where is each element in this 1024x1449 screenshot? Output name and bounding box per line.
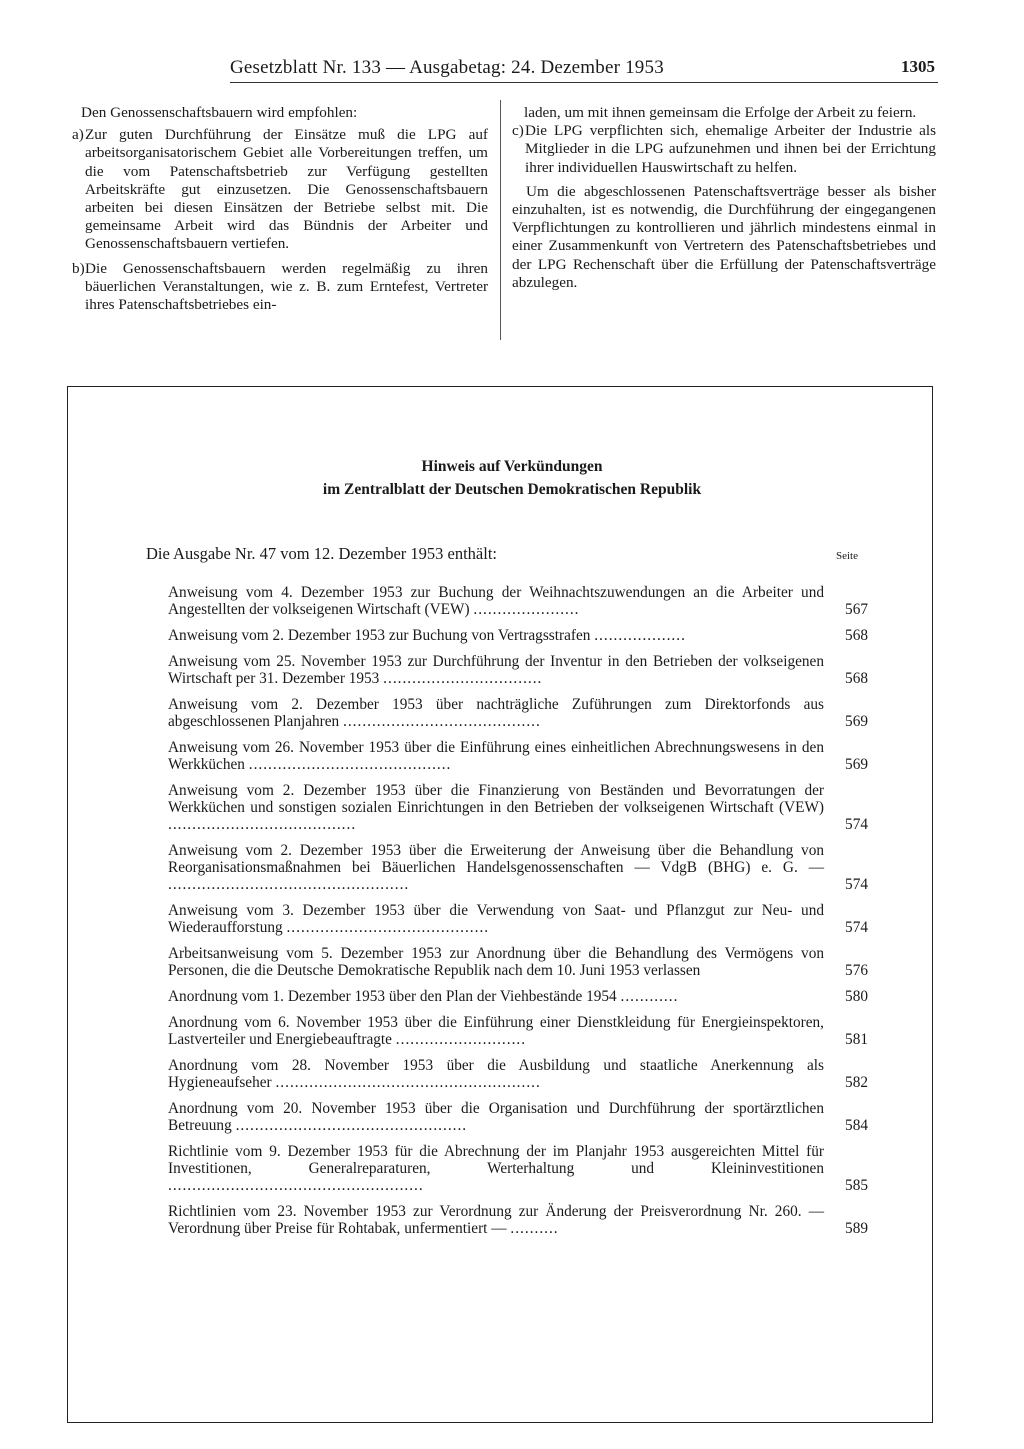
- leader-dots: ................................................: [235, 1117, 468, 1134]
- entry-text: Anweisung vom 25. November 1953 zur Durchführung der Inventur in den Betrieben der volkseigenen Wirtschaft per 31. Dezember 1953: [168, 653, 824, 687]
- entry-text: Anweisung vom 2. Dezember 1953 zur Buchung von Vertragsstrafen: [168, 627, 591, 644]
- entry-text: Anweisung vom 2. Dezember 1953 über nachträgliche Zuführungen zum Direktorfonds aus abgeschlossenen Planjahren: [168, 696, 824, 730]
- continuation-text: laden, um mit ihnen gemeinsam die Erfolge der Arbeit zu feiern.: [524, 104, 917, 121]
- left-column: [72, 104, 488, 320]
- list-item: [168, 1100, 868, 1134]
- entry-page: 589: [845, 1220, 868, 1237]
- entry-text: Richtlinie vom 9. Dezember 1953 für die Abrechnung der im Planjahr 1953 ausgereichten Mittel für Investitionen, Generalreparaturen, Werterhaltung und Kleininvestitionen: [168, 1143, 824, 1177]
- entry-text: Anordnung vom 20. November 1953 über die Organisation und Durchführung der sportärztlichen Betreuung: [168, 1100, 824, 1134]
- entry-page: 574: [845, 816, 868, 833]
- entry-page: 585: [845, 1177, 868, 1194]
- list-text: Zur guten Durchführung der Einsätze muß die LPG auf arbeitsorganisatorischem Gebiet alle Vorbereitungen treffen, um die vom Patenschaftsbetrieb zur Verfügung gestellten Arbeitskräfte gut einzusetzen. Die Genossenschaftsbauern arbeiten bei diesen Einsätzen der Betriebe selbst mit. Die gemeinsame Arbeit wird das Bündnis der Arbeiter und Genossenschaftsbauern vertiefen.: [85, 126, 488, 253]
- entry-text: Anweisung vom 26. November 1953 über die Einführung eines einheitlichen Abrechnungswesens in den Werkküchen: [168, 739, 824, 773]
- list-item-a: [72, 126, 488, 253]
- page-header: [230, 57, 950, 81]
- entry-text: Anordnung vom 6. November 1953 über die Einführung einer Dienstkleidung für Energieinspektoren, Lastverteiler und Energiebeauftragte: [168, 1014, 824, 1048]
- entry-page: 569: [845, 756, 868, 773]
- notice-title-line1: Hinweis auf Verkündungen: [421, 458, 603, 475]
- entry-text: Anweisung vom 2. Dezember 1953 über die Finanzierung von Beständen und Bevorratungen der Werkküchen und sonstigen sozialen Einrichtungen in den Betrieben der volkseigenen Wirtschaft (VEW): [168, 782, 824, 816]
- list-label: a): [72, 126, 84, 144]
- entry-text: Anweisung vom 3. Dezember 1953 über die Verwendung von Saat- und Pflanzgut zur Neu- und Wiederaufforstung: [168, 902, 824, 936]
- leader-dots: ..........................................: [248, 756, 452, 773]
- leader-dots: ..................................................: [168, 876, 410, 893]
- notice-title-line2: im Zentralblatt der Deutschen Demokratischen Republik: [322, 481, 702, 498]
- page-column-label: Seite: [836, 550, 858, 562]
- entry-page: 574: [845, 919, 868, 936]
- list-item: [168, 842, 868, 893]
- entry-page: 580: [845, 988, 868, 1005]
- list-item: [168, 1203, 868, 1237]
- notice-title: [0, 455, 1024, 501]
- header-rule: [230, 82, 938, 83]
- leader-dots: ............: [620, 988, 679, 1005]
- leader-dots: .........................................: [343, 713, 541, 730]
- leader-dots: ...................: [594, 627, 686, 644]
- entry-page: 581: [845, 1031, 868, 1048]
- leader-dots: .....................................................: [168, 1177, 424, 1194]
- list-item: [168, 584, 868, 618]
- leader-dots: ...........................: [395, 1031, 527, 1048]
- list-item: [168, 739, 868, 773]
- entry-page: 574: [845, 876, 868, 893]
- list-item: [168, 1057, 868, 1091]
- leader-dots: ..........: [510, 1220, 559, 1237]
- list-label: b): [72, 259, 85, 277]
- entry-text: Anordnung vom 1. Dezember 1953 über den Plan der Viehbestände 1954: [168, 988, 617, 1005]
- closing-paragraph: Um die abgeschlossenen Patenschaftsverträge besser als bisher einzuhalten, ist es notwendig, die Durchführung der eingegangenen Verpflichtungen zu kontrollieren und jährlich mindestens einmal in einer Zusammenkunft von Vertretern des Patenschaftsbetriebes und der LPG Rechenschaft über die Erfüllung der Patenschaftsverträge abzulegen.: [512, 182, 936, 291]
- list-item-c: [512, 122, 936, 177]
- leader-dots: ......................: [473, 601, 580, 618]
- entry-text: Anweisung vom 4. Dezember 1953 zur Buchung der Weihnachtszuwendungen an die Arbeiter und Angestellten der volkseigenen Wirtschaft (VEW): [168, 584, 824, 618]
- left-intro: Den Genossenschaftsbauern wird empfohlen:: [81, 104, 358, 121]
- entry-page: 569: [845, 713, 868, 730]
- list-item: [168, 782, 868, 833]
- list-item: [168, 627, 868, 644]
- list-text: Die LPG verpflichten sich, ehemalige Arbeiter der Industrie als Mitglieder in die LPG aufzunehmen und ihnen bei der Errichtung ihrer individuellen Hauswirtschaft zu helfen.: [525, 122, 936, 176]
- entry-text: Richtlinien vom 23. November 1953 zur Verordnung zur Änderung der Preisverordnung Nr. 260. — Verordnung über Preise für Rohtabak, unfermentiert —: [168, 1203, 824, 1237]
- column-divider: [500, 100, 501, 340]
- list-item: [168, 1143, 868, 1194]
- list-label: c): [512, 122, 524, 140]
- entry-page: 576: [845, 962, 868, 979]
- right-column: [512, 104, 936, 292]
- leader-dots: .................................: [383, 670, 543, 687]
- entry-page: 568: [845, 670, 868, 687]
- gazette-title: Gesetzblatt Nr. 133 — Ausgabetag: 24. Dezember 1953: [230, 57, 664, 78]
- list-item: [168, 988, 868, 1005]
- list-item-b: [72, 260, 488, 315]
- entry-page: 584: [845, 1117, 868, 1134]
- list-item: [168, 653, 868, 687]
- page-number: 1305: [901, 57, 935, 76]
- entry-list: [168, 584, 868, 1246]
- entry-page: 582: [845, 1074, 868, 1091]
- list-item: [168, 902, 868, 936]
- entry-page: 568: [845, 627, 868, 644]
- entry-page: 567: [845, 601, 868, 618]
- leader-dots: .......................................: [168, 816, 357, 833]
- entry-text: Anweisung vom 2. Dezember 1953 über die Erweiterung der Anweisung über die Behandlung von Reorganisationsmaßnahmen bei Bäuerlichen Handelsgenossenschaften — VdgB (BHG) e. G. —: [168, 842, 824, 876]
- list-item: [168, 1014, 868, 1048]
- leader-dots: ..........................................: [286, 919, 490, 936]
- issue-intro: Die Ausgabe Nr. 47 vom 12. Dezember 1953 enthält:: [146, 544, 498, 563]
- entry-text: Anordnung vom 28. November 1953 über die Ausbildung und staatliche Anerkennung als Hygieneaufseher: [168, 1057, 824, 1091]
- list-item: [168, 696, 868, 730]
- list-item: [168, 945, 868, 979]
- list-text: Die Genossenschaftsbauern werden regelmäßig zu ihren bäuerlichen Veranstaltungen, wie z. B. zum Erntefest, Vertreter ihres Patenschaftsbetriebes ein-: [85, 259, 488, 314]
- entry-text: Arbeitsanweisung vom 5. Dezember 1953 zur Anordnung über die Behandlung des Vermögens von Personen, die die Deutsche Demokratische Republik nach dem 10. Juni 1953 verlassen: [168, 945, 824, 979]
- leader-dots: .......................................................: [275, 1074, 541, 1091]
